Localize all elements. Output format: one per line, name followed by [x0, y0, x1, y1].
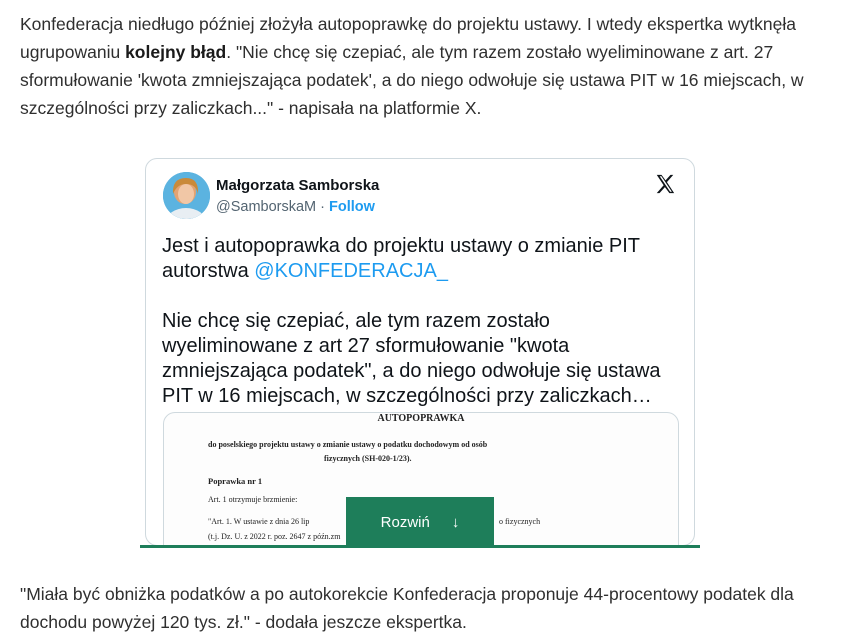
- document-subtitle-2: fizycznych (SH-020-1/23).: [324, 454, 412, 463]
- expand-label: Rozwiń: [380, 513, 430, 531]
- document-subtitle: do poselskiego projektu ustawy o zmianie ustawy o podatku dochodowym od osób: [208, 440, 488, 449]
- article-paragraph: Konfederacja niedługo później złożyła autopoprawkę do projektu ustawy. I wtedy ekspertka wytknęła ugrupowaniu kolejny błąd. "Nie chcę się czepiać, ale tym razem zostało wyeliminowane z art. 27 sformułowanie 'kwota zmniejszająca podatek', a do niego odwołuje się ustawa PIT w 16 miejscach, w szczególności przy zaliczkach..." - napisała na platformie X.: [20, 14, 804, 118]
- handle-row: @SamborskaM · Follow: [216, 199, 375, 215]
- document-title: AUTOPOPRAWKA: [377, 413, 465, 424]
- document-line: Art. 1 otrzymuje brzmienie:: [208, 495, 298, 504]
- author-handle[interactable]: @SamborskaM: [216, 199, 317, 215]
- document-line: o fizycznych: [499, 517, 541, 526]
- follow-link[interactable]: Follow: [329, 199, 375, 215]
- divider: [140, 545, 700, 548]
- mention-link[interactable]: @KONFEDERACJA_: [254, 260, 448, 282]
- document-line: (t.j. Dz. U. z 2022 r. poz. 2647 z późn.zm: [208, 532, 341, 541]
- article-paragraph-2: "Miała być obniżka podatków a po autokorekcie Konfederacja proponuje 44-procentowy podatek dla dochodu powyżej 120 tys. zł." - dodała jeszcze ekspertka.: [20, 584, 794, 632]
- document-line: "Art. 1. W ustawie z dnia 26 lip: [208, 517, 310, 526]
- author-name[interactable]: Małgorzata Samborska: [216, 177, 380, 194]
- avatar[interactable]: [163, 172, 210, 219]
- bold-phrase: kolejny błąd: [125, 42, 227, 62]
- arrow-down-icon: ↓: [451, 513, 460, 531]
- expand-button[interactable]: [346, 497, 494, 547]
- x-logo-icon[interactable]: [654, 173, 676, 195]
- document-section: Poprawka nr 1: [208, 476, 263, 486]
- tweet-text: Jest i autopoprawka do projektu ustawy o zmianie PIT autorstwa @KONFEDERACJA_ Nie chcę się czepiać, ale tym razem zostało wyeliminowane z art 27 sformułowanie "kwota zmniejszająca podatek", a do niego odwołuje się ustawa PIT w 16 miejscach, w szczególności przy zaliczkach…: [162, 235, 661, 407]
- tweet-embed[interactable]: [145, 158, 695, 546]
